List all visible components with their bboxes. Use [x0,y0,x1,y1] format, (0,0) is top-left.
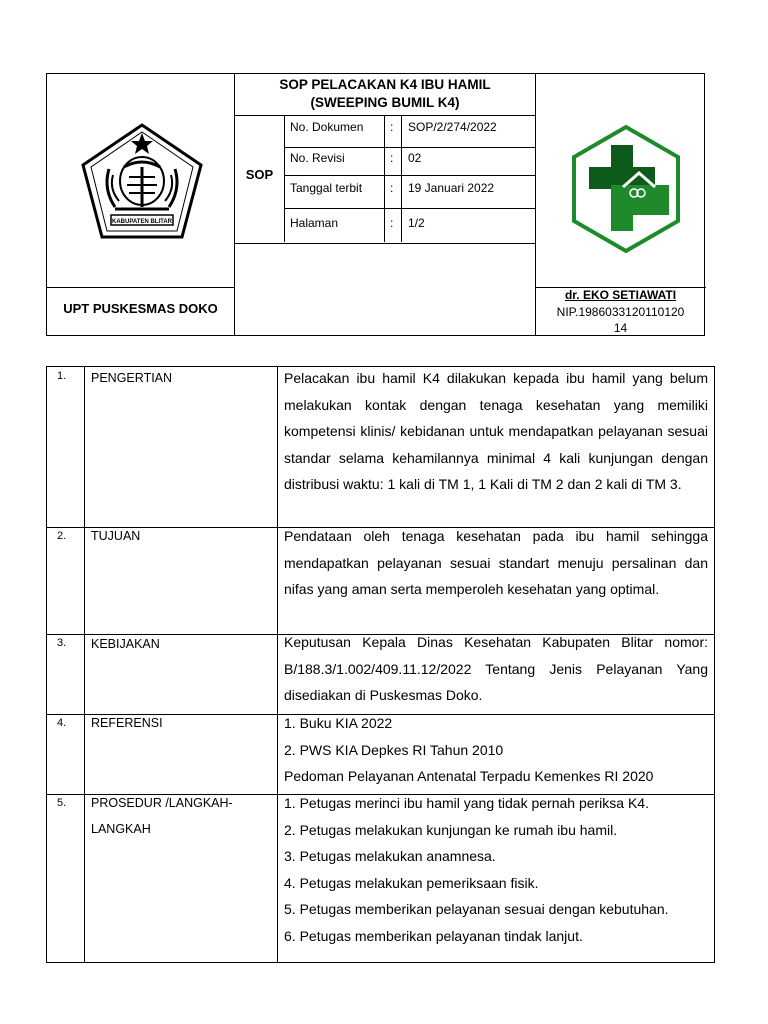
sop-content-table [46,366,715,963]
section-number: 4. [57,717,67,729]
meta-value-document-number: SOP/2/274/2022 [408,120,497,134]
divider [384,115,385,242]
meta-label-document-number: No. Dokumen [290,120,364,134]
meta-separator: : [390,151,394,165]
document-title [235,76,535,112]
section-number: 1. [57,370,67,382]
nip-line-1: NIP.1986033120110120 [556,305,685,319]
section-number: 2. [57,530,67,542]
section-number: 5. [57,797,67,809]
divider [277,367,278,962]
meta-value-issue-date: 19 Januari 2022 [408,181,495,195]
list-item: 3. Petugas melakukan anamnesa. [284,848,496,864]
section-body-tujuan: Pendataan oleh tenaga kesehatan pada ibu hamil sehingga mendapatkan pelayanan sesuai standart menuju persalinan dan nifas yang aman serta memperoleh kesehatan yang optimal. [284,528,708,597]
meta-label-page: Halaman [290,216,339,230]
list-item: 5. Petugas memberikan pelayanan sesuai dengan kebutuhan. [284,901,669,917]
emblem-caption: KABUPATEN BLITAR [112,219,172,225]
meta-value-revision: 02 [408,151,422,165]
divider [47,287,234,288]
document-header [46,73,705,336]
puskesmas-logo-icon [571,125,681,253]
section-title: PENGERTIAN [91,371,173,385]
section-title-line-1: PROSEDUR /LANGKAH- [91,796,233,810]
section-title: KEBIJAKAN [91,637,160,651]
meta-separator: : [390,216,394,230]
divider [284,175,535,176]
nip-line-2: 14 [613,321,628,335]
section-body-kebijakan: Keputusan Kepala Dinas Kesehatan Kabupaten Blitar nomor: B/188.3/1.002/409.11.12/2022 Tentang Jenis Pelayanan Yang disediakan di Puskesmas Doko. [284,634,708,703]
signatory-nip [535,304,706,336]
list-item: 2. PWS KIA Depkes RI Tahun 2010 [284,741,504,758]
section-body-referensi [284,710,708,790]
list-item: 1. Buku KIA 2022 [284,715,393,731]
meta-label-issue-date: Tanggal terbit [290,181,363,195]
divider [284,147,535,148]
puskesmas-name: UPT PUSKESMAS DOKO [63,301,218,316]
list-item: 2. Petugas melakukan kunjungan ke rumah ibu hamil. [284,821,618,838]
divider [234,115,535,116]
section-number: 3. [57,637,67,649]
title-line-1: SOP PELACAKAN K4 IBU HAMIL [279,77,491,92]
section-title-line-2: LANGKAH [91,822,151,836]
section-title: REFERENSI [91,716,163,730]
sop-label: SOP [245,167,274,182]
list-item: Pedoman Pelayanan Antenatal Terpadu Kemenkes RI 2020 [284,768,654,784]
section-body-pengertian: Pelacakan ibu hamil K4 dilakukan kepada ibu hamil yang belum melakukan kontak dengan tenaga kesehatan yang memiliki kompetensi klinis/ kebidanan untuk mendapatkan pelayanan sesuai standar selama kehamilannya minimal 4 kali kunjungan dengan distribusi waktu: 1 kali di TM 1, 1 Kali di TM 2 dan 2 kali di TM 3. [284,370,708,492]
divider [234,74,235,335]
meta-separator: : [390,120,394,134]
section-title: TUJUAN [91,529,141,543]
meta-label-revision: No. Revisi [290,151,345,165]
list-item: 6. Petugas memberikan pelayanan tindak lanjut. [284,927,583,944]
divider [234,243,535,244]
meta-separator: : [390,181,394,195]
divider [284,115,285,242]
divider [84,367,85,962]
title-line-2: (SWEEPING BUMIL K4) [310,95,460,110]
divider [401,115,402,242]
kabupaten-blitar-emblem-icon [79,119,206,243]
list-item: 4. Petugas melakukan pemeriksaan fisik. [284,874,539,891]
section-body-prosedur [284,790,708,949]
meta-value-page: 1/2 [408,216,425,230]
divider [284,208,535,209]
signatory-name: dr. EKO SETIAWATI [564,288,677,302]
list-item: 1. Petugas merinci ibu hamil yang tidak pernah periksa K4. [284,795,649,811]
section-title [91,790,233,842]
